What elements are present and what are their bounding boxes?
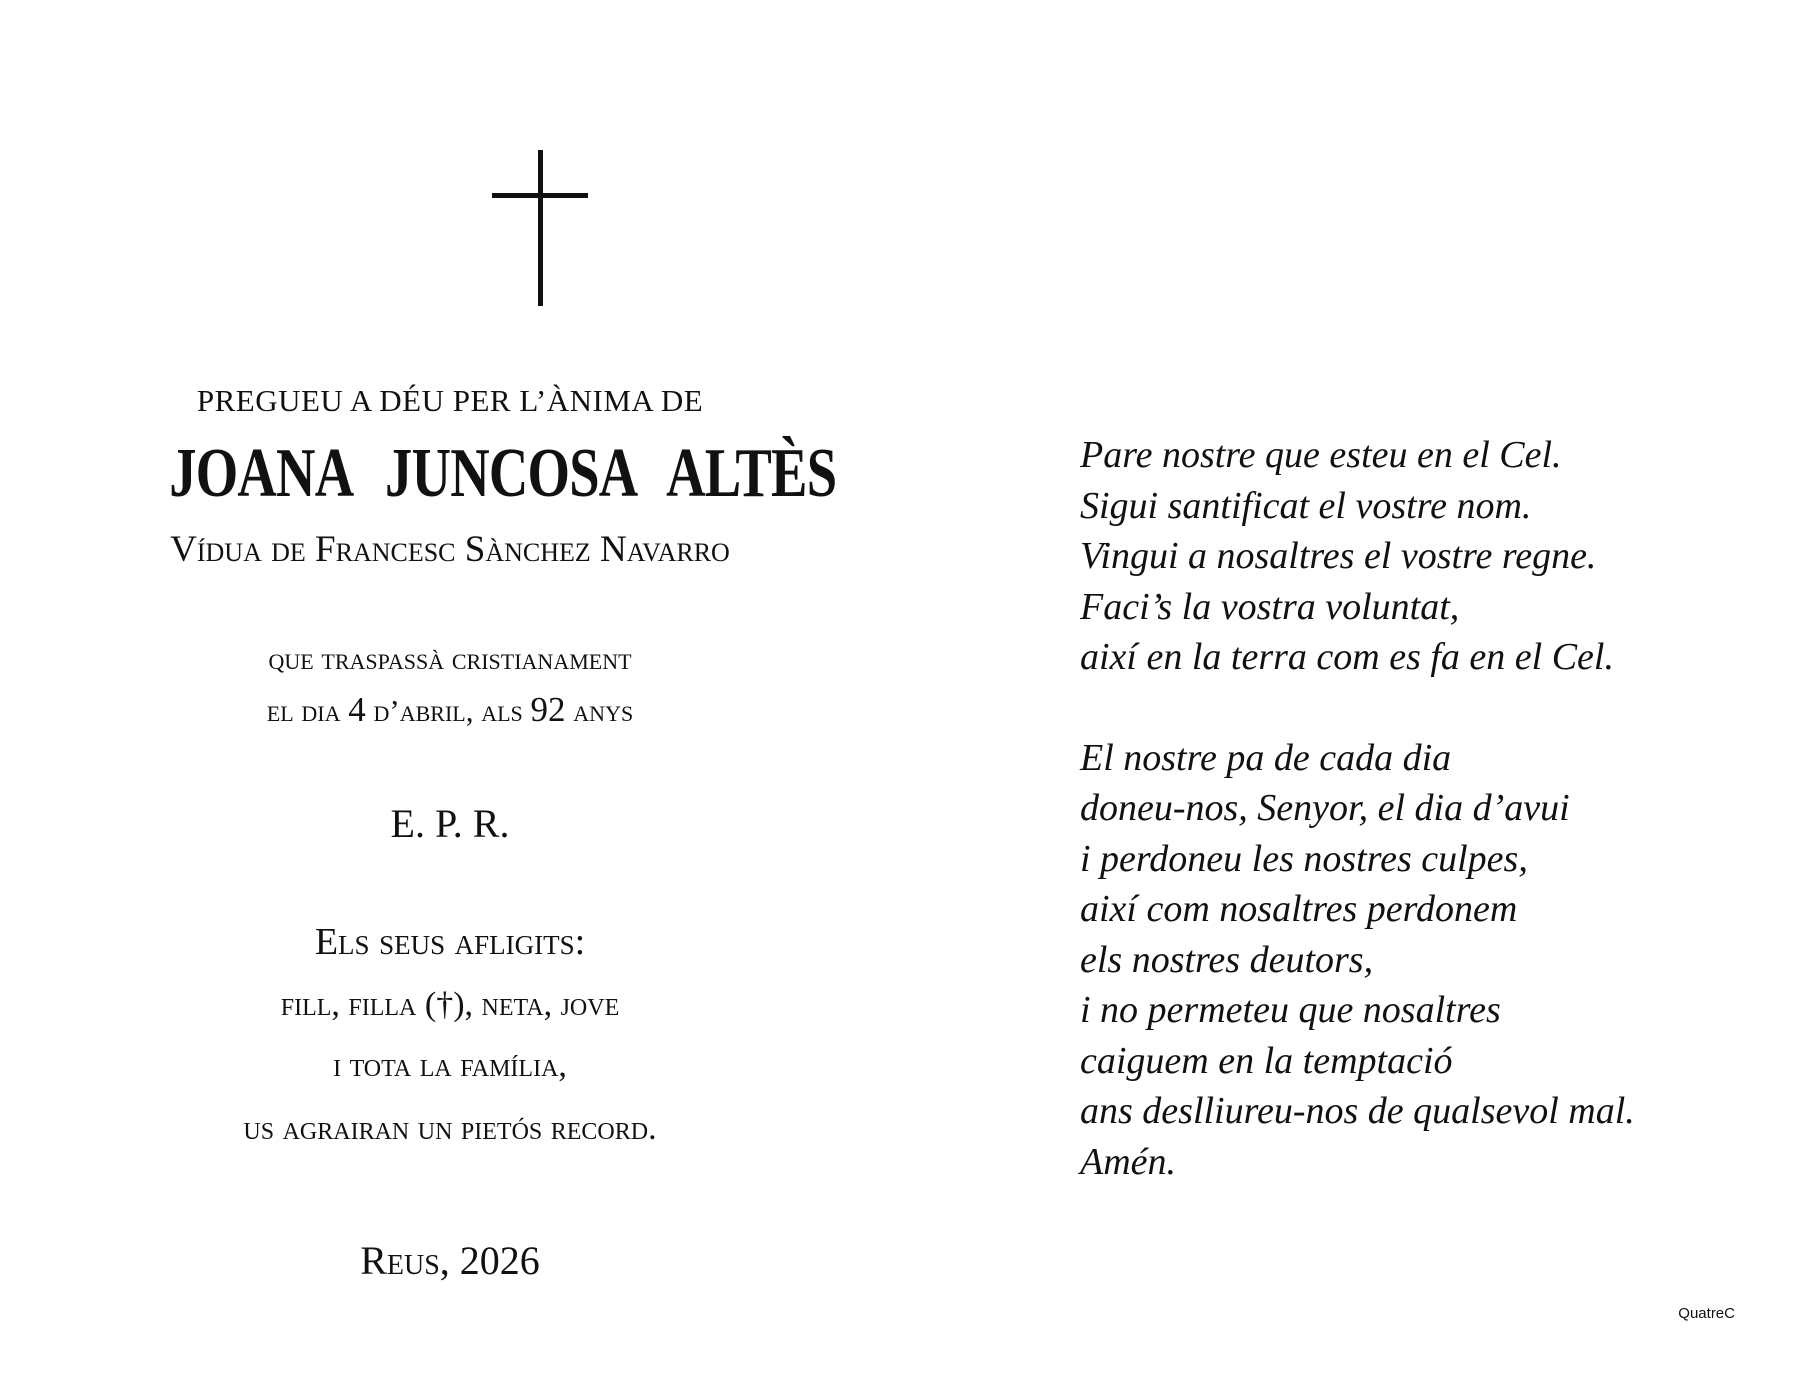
prayer-line: Vingui a nosaltres el vostre regne. <box>1080 535 1597 577</box>
deceased-name: JOANA JUNCOSA ALTÈS <box>169 435 837 512</box>
widow-of-line: Vídua de Francesc Sànchez Navarro <box>170 529 730 570</box>
prayer-line: ans deslliureu-nos de qualsevol mal. <box>1080 1090 1635 1132</box>
death-month-text: d’abril, als <box>365 693 531 728</box>
age-number: 92 <box>530 690 566 729</box>
prayer-line: Faci’s la vostra voluntat, <box>1080 585 1460 628</box>
passed-away-line: que traspassà cristianament <box>268 641 632 676</box>
prayer-line: doneu-nos, Senyor, el dia d’avui <box>1080 787 1570 829</box>
latin-cross-icon <box>492 150 588 306</box>
printer-credit: QuatreC <box>1678 1305 1735 1322</box>
prayer-stanza <box>1080 733 1760 1188</box>
prayer-line: Pare nostre que esteu en el Cel. <box>1080 434 1562 476</box>
cross-vertical-bar <box>538 150 543 306</box>
prayer-line: els nostres deutors, <box>1080 938 1374 981</box>
mourners-thanks-line: us agrairan un pietós record. <box>243 1110 657 1147</box>
prayer-line: Amén. <box>1080 1140 1177 1183</box>
rest-in-peace: E. P. R. <box>390 801 510 846</box>
mourners-title: Els seus afligits: <box>314 921 586 963</box>
prayer-line: així com nosaltres perdonem <box>1080 888 1518 930</box>
lords-prayer <box>1080 430 1760 1187</box>
prayer-line: caiguem en la temptació <box>1080 1039 1453 1082</box>
mourners-family-line: fill, filla (†), neta, jove <box>280 986 620 1023</box>
age-suffix: anys <box>565 693 634 728</box>
death-date-prefix: el dia <box>266 693 349 728</box>
pray-intro: PREGUEU A DÉU PER L’ÀNIMA DE <box>196 383 704 418</box>
memorial-card-left-panel <box>90 0 837 1382</box>
mourners-whole-family-line: i tota la família, <box>333 1047 567 1084</box>
prayer-stanza <box>1080 430 1760 683</box>
death-day: 4 <box>348 690 366 729</box>
prayer-line: El nostre pa de cada dia <box>1080 736 1452 779</box>
cross-horizontal-bar <box>492 193 588 198</box>
prayer-line: Sigui santificat el vostre nom. <box>1080 484 1532 527</box>
prayer-line: així en la terra com es fa en el Cel. <box>1080 636 1614 678</box>
prayer-line: i no permeteu que nosaltres <box>1080 989 1501 1031</box>
place-year: Reus, 2026 <box>360 1238 540 1283</box>
prayer-line: i perdoneu les nostres culpes, <box>1080 837 1528 880</box>
death-date-age-line <box>90 690 810 730</box>
